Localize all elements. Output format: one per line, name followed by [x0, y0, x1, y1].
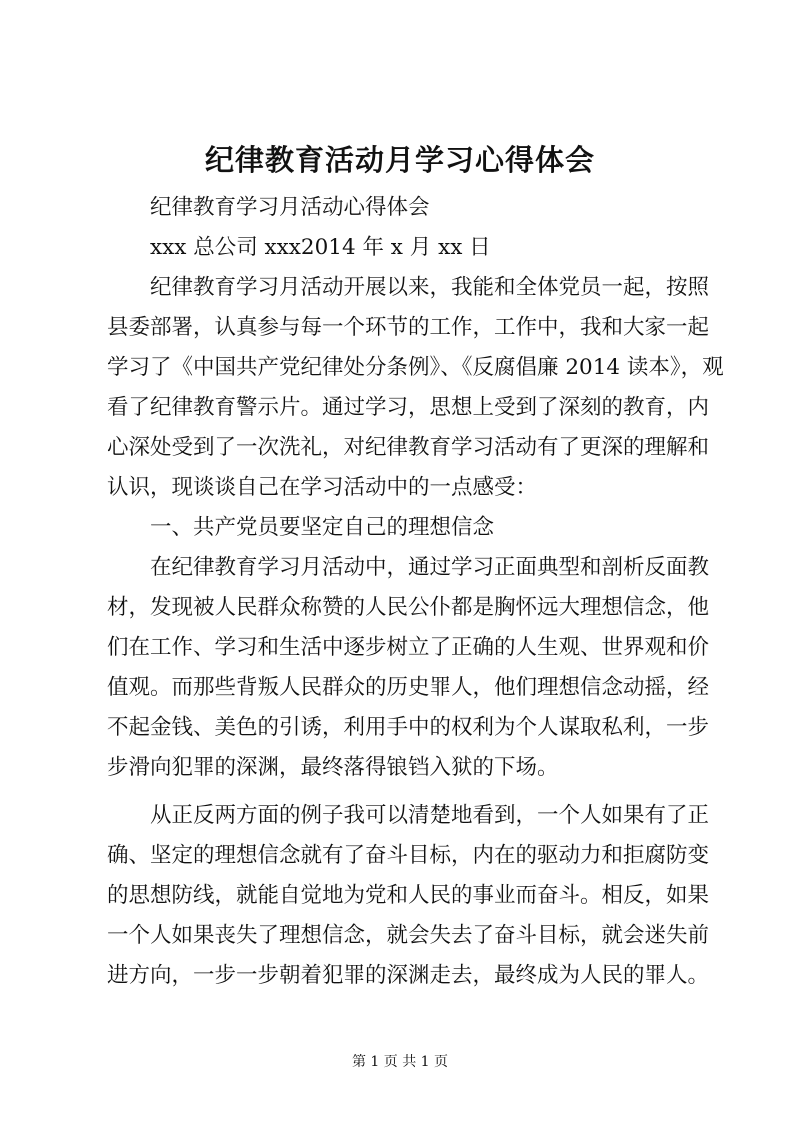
section-heading-text: 一、共产党员要坚定自己的理想信念 — [150, 515, 495, 540]
paragraph-line: 认识，现谈谈自己在学习活动中的一点感受： — [107, 475, 538, 500]
section-heading — [107, 508, 707, 548]
paragraph-line: 值观。而那些背叛人民群众的历史罪人，他们理想信念动摇，经 — [107, 675, 710, 700]
paragraph-line: 的思想防线，就能自觉地为党和人民的事业而奋斗。相反，如果 — [107, 883, 710, 908]
paragraph-1 — [107, 268, 724, 508]
paragraph-line: 心深处受到了一次洗礼，对纪律教育学习活动有了更深的理解和 — [107, 435, 710, 460]
paragraph-line: 在纪律教育学习月活动中，通过学习正面典型和剖析反面教 — [150, 555, 710, 580]
paragraph-line: 不起金钱、美色的引诱，利用手中的权利为个人谋取私利，一步 — [107, 715, 710, 740]
paragraph-line: 们在工作、学习和生活中逐步树立了正确的人生观、世界观和价 — [107, 635, 710, 660]
document-title: 纪律教育活动月学习心得体会 — [204, 143, 595, 177]
paragraph-3 — [107, 796, 710, 996]
paragraph-line: 县委部署，认真参与每一个环节的工作，工作中，我和大家一起 — [107, 315, 710, 340]
paragraph-line: 确、坚定的理想信念就有了奋斗目标，内在的驱动力和拒腐防变 — [107, 843, 710, 868]
page-footer: 第 1 页 共 1 页 — [351, 1054, 449, 1070]
paragraph-line: 从正反两方面的例子我可以清楚地看到，一个人如果有了正 — [150, 803, 710, 828]
paragraph-line: 纪律教育学习月活动开展以来，我能和全体党员一起，按照 — [150, 275, 710, 300]
paragraph-line: 看了纪律教育警示片。通过学习，思想上受到了深刻的教育，内 — [107, 395, 710, 420]
paragraph-line: 步滑向犯罪的深渊，最终落得锒铛入狱的下场。 — [107, 755, 559, 780]
document-subtitle: 纪律教育学习月活动心得体会 — [150, 195, 430, 220]
document-body — [107, 188, 724, 996]
document-byline: xxx 总公司 xxx2014 年 x 月 xx 日 — [150, 235, 491, 260]
paragraph-line: 进方向，一步一步朝着犯罪的深渊走去，最终成为人民的罪人。 — [107, 963, 710, 988]
paragraph-line: 材，发现被人民群众称赞的人民公仆都是胸怀远大理想信念，他 — [107, 595, 710, 620]
paragraph-line: 学习了《中国共产党纪律处分条例》、《反腐倡廉 2014 读本》，观 — [107, 355, 724, 380]
paragraph-line: 一个人如果丧失了理想信念，就会失去了奋斗目标，就会迷失前 — [107, 923, 710, 948]
paragraph-2 — [107, 548, 710, 788]
